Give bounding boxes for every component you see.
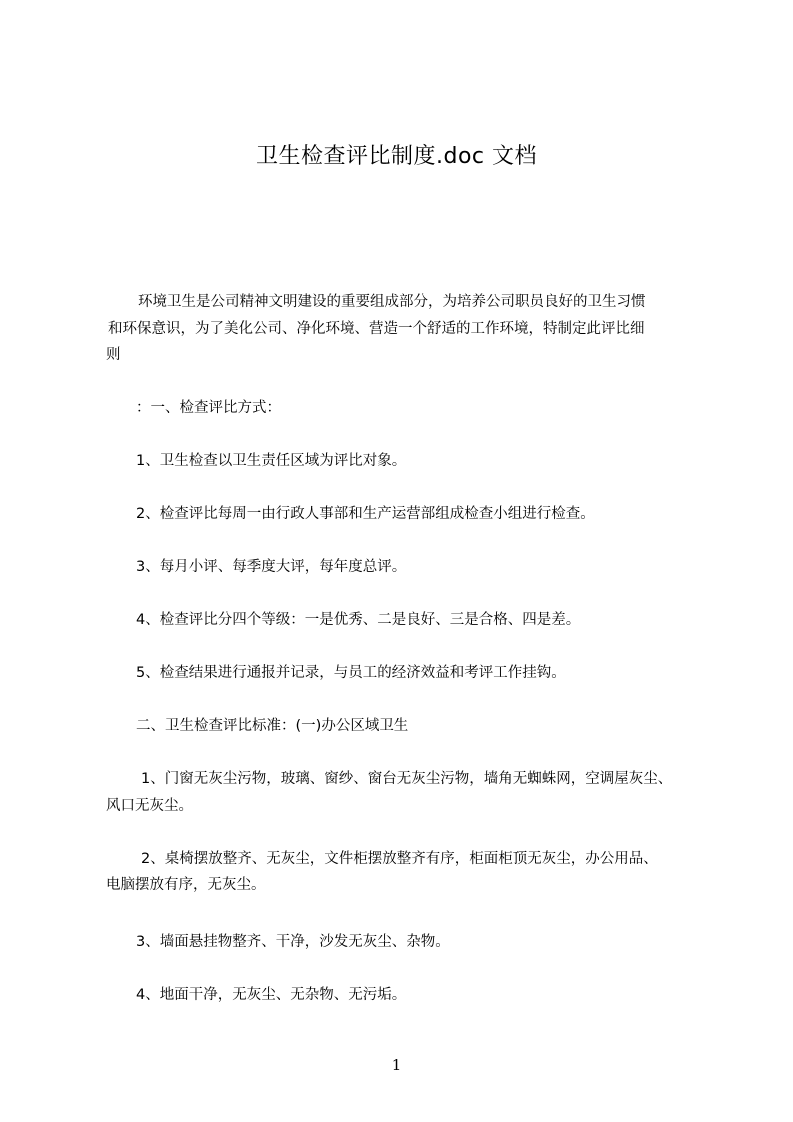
section-1-item-1: 1、卫生检查以卫生责任区域为评比对象。 bbox=[136, 453, 407, 469]
intro-line-1: 环境卫生是公司精神文明建设的重要组成部分，为培养公司职员良好的卫生习惯 bbox=[138, 294, 646, 310]
section-2-item-2-line-1: 2、桌椅摆放整齐、无灰尘，文件柜摆放整齐有序，柜面柜顶无灰尘，办公用品、 bbox=[141, 851, 658, 867]
section-2-heading: 二、卫生检查评比标准：(一)办公区域卫生 bbox=[136, 718, 409, 734]
section-1-item-4: 4、检查评比分四个等级：一是优秀、二是良好、三是合格、四是差。 bbox=[136, 612, 581, 628]
section-2-item-3: 3、墙面悬挂物整齐、干净，沙发无灰尘、杂物。 bbox=[136, 934, 450, 950]
section-2-item-1-line-1: 1、门窗无灰尘污物，玻璃、窗纱、窗台无灰尘污物，墙角无蜘蛛网，空调屋灰尘、 bbox=[141, 771, 673, 787]
section-1-item-5: 5、检查结果进行通报并记录，与员工的经济效益和考评工作挂钩。 bbox=[136, 665, 566, 681]
intro-line-2: 和环保意识，为了美化公司、净化环境、营造一个舒适的工作环境，特制定此评比细 bbox=[108, 321, 645, 337]
intro-line-3: 则 bbox=[106, 347, 121, 363]
section-1-item-2: 2、检查评比每周一由行政人事部和生产运营部组成检查小组进行检查。 bbox=[136, 506, 595, 522]
section-1-heading: ：一、检查评比方式： bbox=[136, 400, 281, 416]
section-2-item-1-line-2: 风口无灰尘。 bbox=[106, 798, 193, 814]
section-2-item-2-line-2: 电脑摆放有序，无灰尘。 bbox=[106, 877, 266, 893]
section-1-item-3: 3、每月小评、每季度大评，每年度总评。 bbox=[136, 559, 407, 575]
section-2-item-4: 4、地面干净，无灰尘、无杂物、无污垢。 bbox=[136, 987, 407, 1003]
document-title: 卫生检查评比制度.doc 文档 bbox=[255, 144, 537, 169]
page-number: 1 bbox=[391, 1056, 402, 1074]
